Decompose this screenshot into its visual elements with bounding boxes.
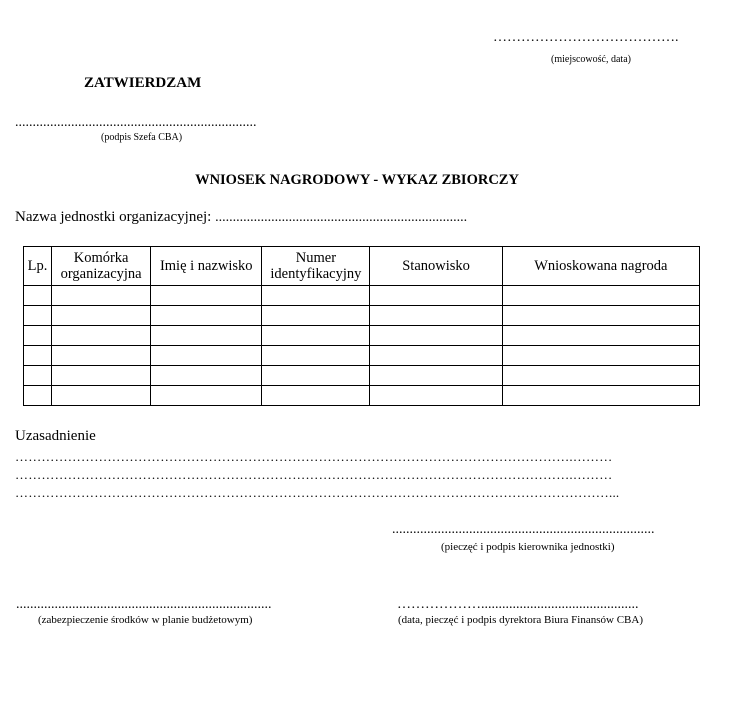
place-date-line: …………………………………. — [493, 30, 679, 45]
head-signature-line: ........................................................................... — [392, 522, 655, 537]
chief-signature-line: ..................................................................... — [15, 115, 257, 130]
table-row — [24, 366, 700, 386]
table-cell[interactable] — [151, 386, 262, 406]
table-cell[interactable] — [262, 306, 370, 326]
table-cell[interactable] — [370, 306, 502, 326]
table-cell[interactable] — [262, 346, 370, 366]
table-cell[interactable] — [262, 286, 370, 306]
table-cell[interactable] — [24, 366, 52, 386]
table-cell[interactable] — [370, 326, 502, 346]
table-cell[interactable] — [502, 386, 699, 406]
table-cell[interactable] — [262, 386, 370, 406]
column-header-id: Numer identyfikacyjny — [262, 247, 370, 286]
table-cell[interactable] — [151, 326, 262, 346]
unit-name-field — [15, 209, 467, 226]
table-cell[interactable] — [24, 346, 52, 366]
table-cell[interactable] — [24, 326, 52, 346]
table-cell[interactable] — [370, 386, 502, 406]
budget-line: ......................................................................... — [16, 597, 272, 612]
unit-name-label: Nazwa jednostki organizacyjnej: — [15, 209, 212, 225]
table-cell[interactable] — [151, 286, 262, 306]
table-cell[interactable] — [502, 366, 699, 386]
justification-line-2: ……………………………………………………………………………………………………………….……… — [15, 467, 613, 482]
table-cell[interactable] — [24, 306, 52, 326]
table-cell[interactable] — [151, 346, 262, 366]
chief-signature-caption: (podpis Szefa CBA) — [101, 132, 183, 143]
summary-table — [23, 246, 700, 406]
budget-caption: (zabezpieczenie środków w planie budżetowym) — [38, 614, 253, 626]
table-cell[interactable] — [502, 326, 699, 346]
table-row — [24, 306, 700, 326]
director-signature-caption: (data, pieczęć i podpis dyrektora Biura Finansów CBA) — [398, 614, 643, 626]
table-cell[interactable] — [52, 346, 151, 366]
unit-name-dots: ........................................................................ — [215, 210, 468, 225]
column-header-position: Stanowisko — [370, 247, 502, 286]
table-cell[interactable] — [370, 346, 502, 366]
table-cell[interactable] — [262, 326, 370, 346]
table-cell[interactable] — [502, 286, 699, 306]
table-cell[interactable] — [262, 366, 370, 386]
table-cell[interactable] — [52, 386, 151, 406]
column-header-unit: Komórka organizacyjna — [52, 247, 151, 286]
table-cell[interactable] — [502, 306, 699, 326]
table-row — [24, 326, 700, 346]
table-cell[interactable] — [151, 306, 262, 326]
justification-line-3: ………………………………………………………………………………………………………………………... — [15, 485, 620, 500]
table-header-row — [24, 247, 700, 286]
table-cell[interactable] — [151, 366, 262, 386]
table-cell[interactable] — [52, 306, 151, 326]
head-signature-caption: (pieczęć i podpis kierownika jednostki) — [441, 541, 615, 553]
director-signature-line: ………………............................................. — [397, 597, 639, 612]
table-cell[interactable] — [24, 286, 52, 306]
table-cell[interactable] — [52, 286, 151, 306]
column-header-name: Imię i nazwisko — [151, 247, 262, 286]
justification-label: Uzasadnienie — [15, 428, 96, 444]
table-row — [24, 346, 700, 366]
approve-heading: ZATWIERDZAM — [84, 75, 202, 91]
table-cell[interactable] — [370, 366, 502, 386]
document-title: WNIOSEK NAGRODOWY - WYKAZ ZBIORCZY — [195, 172, 519, 188]
justification-line-1: ……………………………………………………………………………………………………………….……… — [15, 449, 613, 464]
table-row — [24, 286, 700, 306]
table-cell[interactable] — [24, 386, 52, 406]
table-row — [24, 386, 700, 406]
table-cell[interactable] — [52, 326, 151, 346]
table-cell[interactable] — [52, 366, 151, 386]
table-cell[interactable] — [370, 286, 502, 306]
table-cell[interactable] — [502, 346, 699, 366]
column-header-lp: Lp. — [24, 247, 52, 286]
column-header-reward: Wnioskowana nagroda — [502, 247, 699, 286]
place-date-caption: (miejscowość, data) — [551, 54, 631, 65]
